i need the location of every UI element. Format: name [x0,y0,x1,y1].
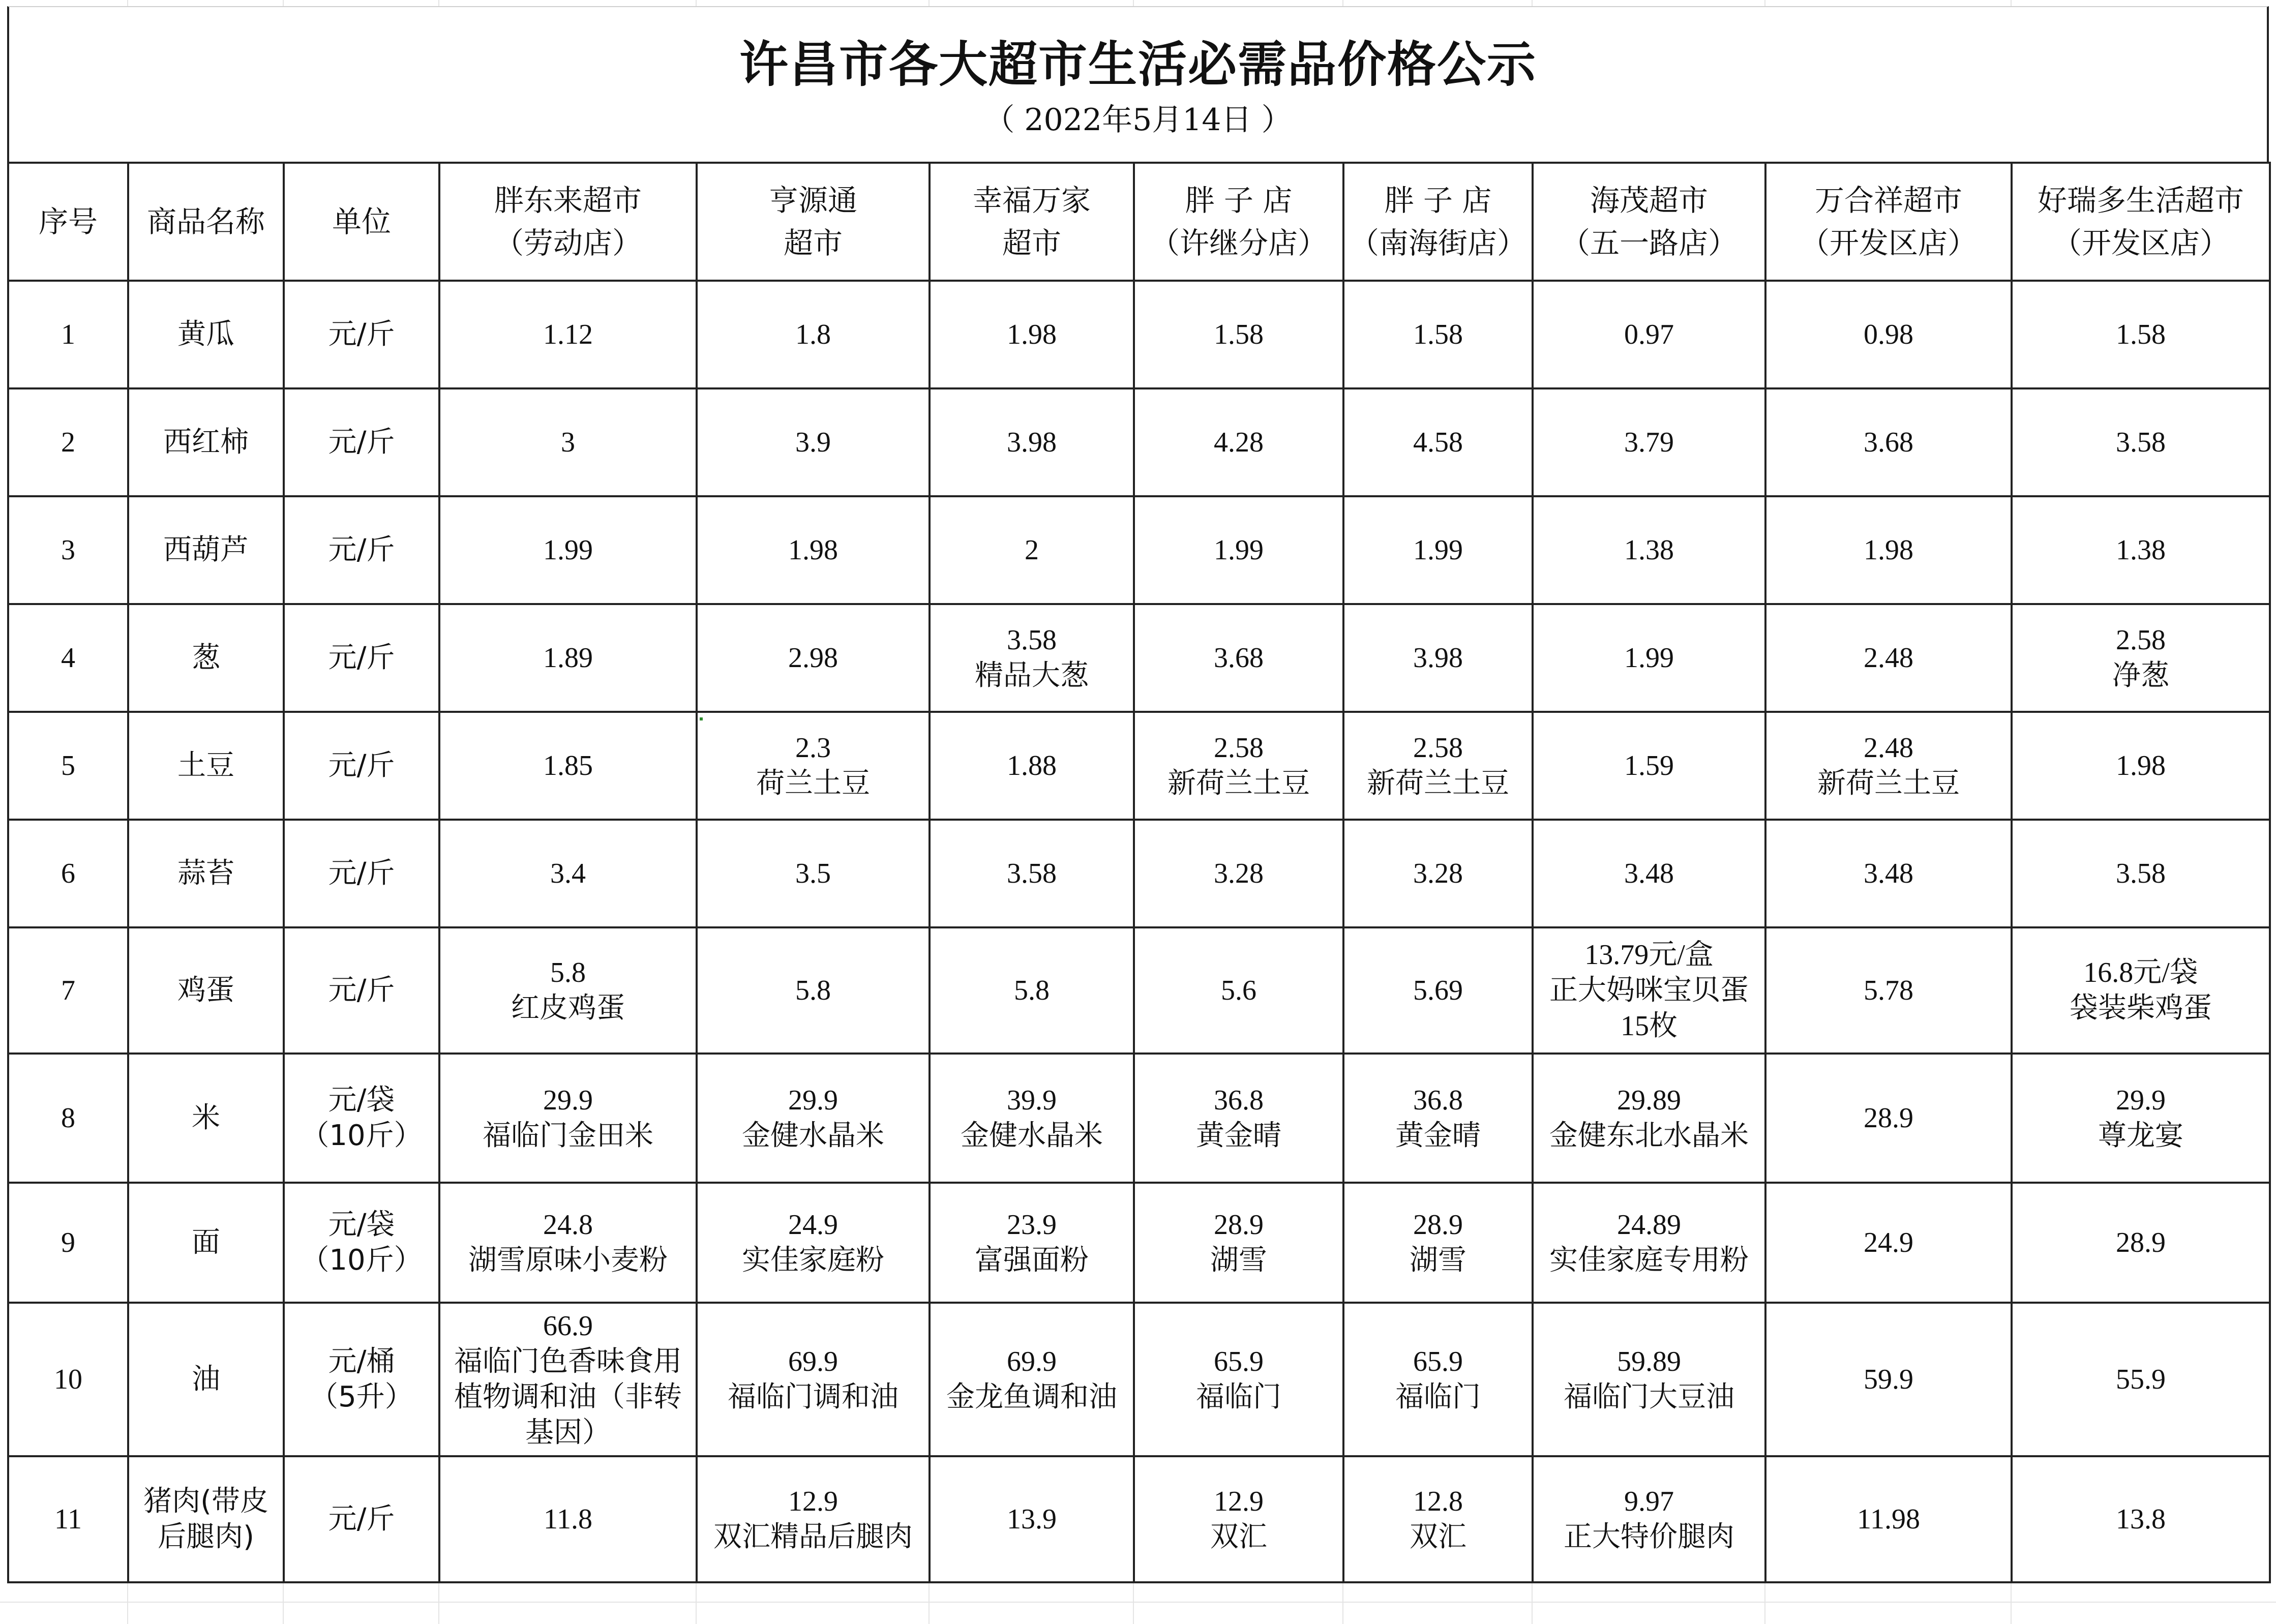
price-cell: 24.89 实佳家庭专用粉 [1533,1183,1765,1303]
product-name-cell: 西葫芦 [128,496,284,604]
unit-cell: 元/斤 [284,712,439,820]
price-cell: 29.9 金健水晶米 [697,1054,930,1183]
row-number-cell: 3 [8,496,128,604]
price-cell: 3.58 精品大葱 [930,604,1134,712]
header-haoruiduo-kaifaqu: 好瑞多生活超市 （开发区店） [2012,163,2270,281]
table-body [8,281,2270,1582]
price-cell: 24.9 [1765,1183,2012,1303]
row-number-cell: 1 [8,281,128,388]
price-cell: 69.9 金龙鱼调和油 [930,1303,1134,1456]
price-cell: 1.88 [930,712,1134,820]
price-cell: 3.68 [1134,604,1343,712]
price-cell: 16.8元/袋 袋装柴鸡蛋 [2012,927,2270,1054]
price-cell: 1.38 [2012,496,2270,604]
price-cell: 1.98 [930,281,1134,388]
price-cell: 3.58 [2012,388,2270,496]
price-cell: 3 [439,388,697,496]
price-cell: 39.9 金健水晶米 [930,1054,1134,1183]
product-name-cell: 鸡蛋 [128,927,284,1054]
price-cell: 1.89 [439,604,697,712]
header-pangdonglai-laodong: 胖东来超市 （劳动店） [439,163,697,281]
row-number-cell: 5 [8,712,128,820]
price-cell: 11.98 [1765,1456,2012,1582]
table-row [8,604,2270,712]
header-pangzi-xuji: 胖 子 店 （许继分店） [1134,163,1343,281]
price-cell: 2.58 新荷兰土豆 [1343,712,1533,820]
price-cell: 28.9 [2012,1183,2270,1303]
title-block [7,6,2269,162]
header-haimao-wuyilu: 海茂超市 （五一路店） [1533,163,1765,281]
price-cell: 1.8 [697,281,930,388]
price-cell: 2.48 [1765,604,2012,712]
unit-cell: 元/斤 [284,496,439,604]
price-cell: 5.8 [697,927,930,1054]
unit-cell: 元/袋 （10斤） [284,1054,439,1183]
price-sheet [7,6,2269,1582]
row-number-cell: 11 [8,1456,128,1582]
price-cell: 2.98 [697,604,930,712]
price-cell: 3.98 [1343,604,1533,712]
price-cell: 3.48 [1533,820,1765,927]
price-table [7,162,2271,1583]
unit-cell: 元/斤 [284,927,439,1054]
price-cell: 3.4 [439,820,697,927]
price-cell: 65.9 福临门 [1134,1303,1343,1456]
table-row [8,1183,2270,1303]
price-cell: 1.58 [2012,281,2270,388]
price-cell: 24.9 实佳家庭粉 [697,1183,930,1303]
table-row [8,927,2270,1054]
row-number-cell: 2 [8,388,128,496]
price-cell: 36.8 黄金晴 [1134,1054,1343,1183]
price-cell: 28.9 湖雪 [1134,1183,1343,1303]
price-cell: 5.8 [930,927,1134,1054]
price-cell: 1.58 [1134,281,1343,388]
price-cell: 1.98 [2012,712,2270,820]
price-cell: 66.9 福临门色香味食用 植物调和油（非转 基因） [439,1303,697,1456]
price-cell: 1.98 [1765,496,2012,604]
table-row [8,712,2270,820]
price-cell: 3.68 [1765,388,2012,496]
price-cell: 36.8 黄金晴 [1343,1054,1533,1183]
price-cell: 29.89 金健东北水晶米 [1533,1054,1765,1183]
price-cell: 3.28 [1134,820,1343,927]
price-cell: 2.58 净葱 [2012,604,2270,712]
price-cell: 2.58 新荷兰土豆 [1134,712,1343,820]
price-cell: 1.12 [439,281,697,388]
price-cell: 2.3 荷兰土豆 [697,712,930,820]
price-cell: 3.5 [697,820,930,927]
table-row [8,388,2270,496]
row-number-cell: 10 [8,1303,128,1456]
price-cell: 3.28 [1343,820,1533,927]
price-cell: 3.98 [930,388,1134,496]
price-cell: 4.58 [1343,388,1533,496]
header-row [8,163,2270,281]
price-cell: 1.99 [1533,604,1765,712]
price-cell: 1.58 [1343,281,1533,388]
price-cell: 3.58 [930,820,1134,927]
price-cell: 5.78 [1765,927,2012,1054]
price-cell: 29.9 尊龙宴 [2012,1054,2270,1183]
unit-cell: 元/斤 [284,1456,439,1582]
product-name-cell: 米 [128,1054,284,1183]
table-row [8,1054,2270,1183]
price-cell: 1.59 [1533,712,1765,820]
price-cell: 0.98 [1765,281,2012,388]
price-cell: 59.9 [1765,1303,2012,1456]
price-cell: 5.6 [1134,927,1343,1054]
cell-corner-marker [700,717,703,720]
header-xingfuwanjia: 幸福万家 超市 [930,163,1134,281]
header-unit: 单位 [284,163,439,281]
price-cell: 1.99 [439,496,697,604]
price-cell: 1.98 [697,496,930,604]
price-cell: 3.9 [697,388,930,496]
table-row [8,281,2270,388]
header-no: 序号 [8,163,128,281]
price-cell: 69.9 福临门调和油 [697,1303,930,1456]
row-number-cell: 8 [8,1054,128,1183]
price-cell: 1.38 [1533,496,1765,604]
price-cell: 1.85 [439,712,697,820]
price-cell: 29.9 福临门金田米 [439,1054,697,1183]
table-row [8,496,2270,604]
price-cell: 4.28 [1134,388,1343,496]
price-cell: 65.9 福临门 [1343,1303,1533,1456]
price-cell: 5.8 红皮鸡蛋 [439,927,697,1054]
product-name-cell: 油 [128,1303,284,1456]
header-hengyuantong: 亨源通 超市 [697,163,930,281]
price-cell: 9.97 正大特价腿肉 [1533,1456,1765,1582]
product-name-cell: 面 [128,1183,284,1303]
row-number-cell: 9 [8,1183,128,1303]
header-product-name: 商品名称 [128,163,284,281]
product-name-cell: 猪肉(带皮 后腿肉) [128,1456,284,1582]
row-number-cell: 4 [8,604,128,712]
unit-cell: 元/斤 [284,281,439,388]
price-cell: 3.79 [1533,388,1765,496]
price-cell: 1.99 [1343,496,1533,604]
price-cell: 3.58 [2012,820,2270,927]
header-pangzi-nanhaijie: 胖 子 店 （南海街店） [1343,163,1533,281]
price-cell: 55.9 [2012,1303,2270,1456]
price-cell: 13.8 [2012,1456,2270,1582]
price-cell: 11.8 [439,1456,697,1582]
table-row [8,1456,2270,1582]
price-cell: 13.9 [930,1456,1134,1582]
price-cell: 28.9 [1765,1054,2012,1183]
unit-cell: 元/斤 [284,604,439,712]
header-wanhexiang-kaifaqu: 万合祥超市 （开发区店） [1765,163,2012,281]
product-name-cell: 西红柿 [128,388,284,496]
price-cell: 12.9 双汇精品后腿肉 [697,1456,930,1582]
price-cell: 24.8 湖雪原味小麦粉 [439,1183,697,1303]
price-cell: 12.8 双汇 [1343,1456,1533,1582]
page-title: 许昌市各大超市生活必需品价格公示 [739,36,1537,93]
product-name-cell: 土豆 [128,712,284,820]
price-cell: 0.97 [1533,281,1765,388]
price-cell: 5.69 [1343,927,1533,1054]
row-number-cell: 7 [8,927,128,1054]
product-name-cell: 葱 [128,604,284,712]
unit-cell: 元/桶 （5升） [284,1303,439,1456]
unit-cell: 元/袋 （10斤） [284,1183,439,1303]
page-subtitle-date: （ 2022年5月14日 ） [984,102,1292,138]
price-cell: 3.48 [1765,820,2012,927]
table-row [8,1303,2270,1456]
price-cell: 28.9 湖雪 [1343,1183,1533,1303]
price-cell: 23.9 富强面粉 [930,1183,1134,1303]
price-cell: 12.9 双汇 [1134,1456,1343,1582]
product-name-cell: 黄瓜 [128,281,284,388]
price-cell: 13.79元/盒 正大妈咪宝贝蛋 15枚 [1533,927,1765,1054]
table-row [8,820,2270,927]
unit-cell: 元/斤 [284,388,439,496]
price-cell: 59.89 福临门大豆油 [1533,1303,1765,1456]
row-number-cell: 6 [8,820,128,927]
price-cell: 2 [930,496,1134,604]
unit-cell: 元/斤 [284,820,439,927]
price-cell: 1.99 [1134,496,1343,604]
product-name-cell: 蒜苔 [128,820,284,927]
price-cell: 2.48 新荷兰土豆 [1765,712,2012,820]
